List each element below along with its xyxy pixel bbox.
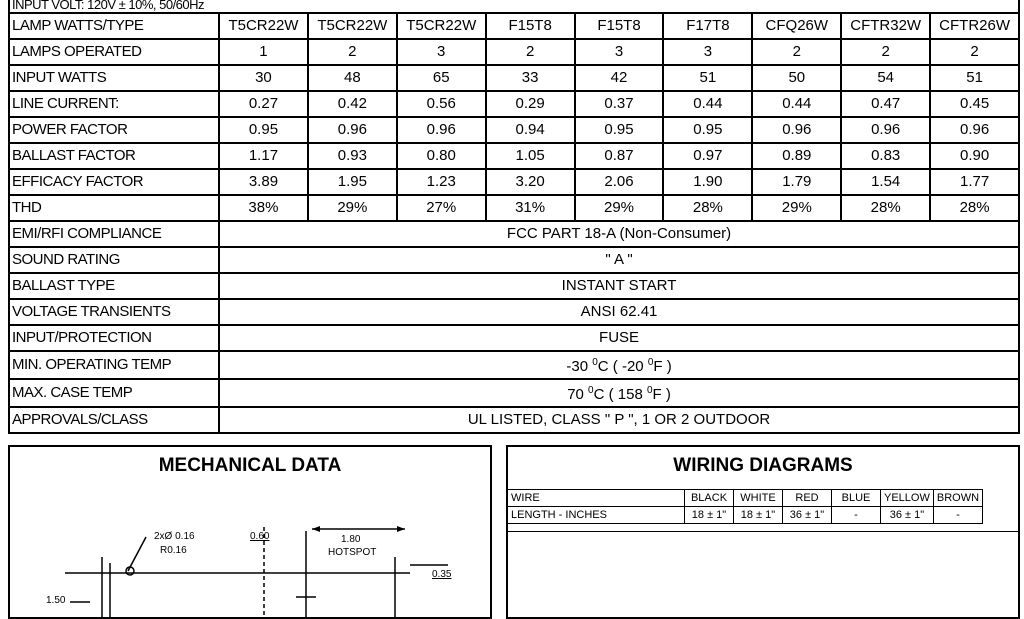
divider <box>508 531 1018 532</box>
spec-table <box>8 0 1020 434</box>
wire-color: BLACK <box>685 490 734 507</box>
spec-cell: 1.95 <box>308 169 397 195</box>
wire-length: 36 ± 1" <box>881 507 934 524</box>
spec-label: THD <box>9 195 219 221</box>
dim-060: 0.60 <box>250 531 270 542</box>
max-temp-unit: F ) <box>652 386 671 403</box>
spec-cell: 3.20 <box>486 169 575 195</box>
radius-note: R0.16 <box>160 545 187 556</box>
spec-cell: 29% <box>752 195 841 221</box>
wire-length: 18 ± 1" <box>685 507 734 524</box>
spec-cell: 29% <box>308 195 397 221</box>
spec-row <box>9 195 1019 221</box>
min-temp-value <box>219 351 1019 379</box>
spec-cell: 29% <box>575 195 664 221</box>
spec-label: INPUT WATTS <box>9 65 219 91</box>
degree-mark: 0 <box>592 357 598 368</box>
spec-cell: 0.94 <box>486 117 575 143</box>
wiring-diagrams-panel <box>506 445 1020 619</box>
spec-label: MIN. OPERATING TEMP <box>9 351 219 379</box>
spec-cell: 27% <box>397 195 486 221</box>
wire-header-label: WIRE <box>508 490 685 507</box>
spec-cell: 1.05 <box>486 143 575 169</box>
spec-label: BALLAST TYPE <box>9 273 219 299</box>
spec-merged-value: FCC PART 18-A (Non-Consumer) <box>219 221 1019 247</box>
spec-label: SOUND RATING <box>9 247 219 273</box>
spec-row <box>9 117 1019 143</box>
spec-row <box>9 65 1019 91</box>
approvals-value: UL LISTED, CLASS " P ", 1 OR 2 OUTDOOR <box>219 407 1019 433</box>
max-temp-f: C ( 158 <box>593 386 643 403</box>
dim-side: 1.50 <box>46 595 66 606</box>
spec-label: APPROVALS/CLASS <box>9 407 219 433</box>
spec-label: MAX. CASE TEMP <box>9 379 219 407</box>
spec-cell: 0.95 <box>663 117 752 143</box>
spec-cell: 2.06 <box>575 169 664 195</box>
spec-cell: F17T8 <box>663 13 752 39</box>
spec-merged-row <box>9 247 1019 273</box>
spec-cell: 1.17 <box>219 143 308 169</box>
wire-length-row <box>508 507 983 524</box>
wire-length: 36 ± 1" <box>783 507 832 524</box>
spec-merged-row <box>9 325 1019 351</box>
min-temp-f: C ( -20 <box>597 358 644 375</box>
spec-cell: 0.29 <box>486 91 575 117</box>
max-temp-c: 70 <box>567 386 584 403</box>
spec-cell: 48 <box>308 65 397 91</box>
spec-merged-value: INSTANT START <box>219 273 1019 299</box>
max-temp-value <box>219 379 1019 407</box>
spec-cell: 0.87 <box>575 143 664 169</box>
wire-color-row <box>508 490 983 507</box>
spec-cell: CFTR32W <box>841 13 930 39</box>
spec-cell: 2 <box>752 39 841 65</box>
spec-row <box>9 143 1019 169</box>
spec-cell: 28% <box>841 195 930 221</box>
wire-length: - <box>933 507 982 524</box>
min-temp-c: -30 <box>566 358 589 375</box>
spec-row <box>9 39 1019 65</box>
spec-cell: T5CR22W <box>219 13 308 39</box>
spec-cell: F15T8 <box>486 13 575 39</box>
spec-label: EFFICACY FACTOR <box>9 169 219 195</box>
spec-cell: 0.47 <box>841 91 930 117</box>
spec-label: BALLAST FACTOR <box>9 143 219 169</box>
spec-cell: 1.54 <box>841 169 930 195</box>
spec-cell: 0.95 <box>219 117 308 143</box>
hole-note: 2xØ 0.16 <box>154 531 195 542</box>
mechanical-data-panel <box>8 445 492 619</box>
spec-cell: 31% <box>486 195 575 221</box>
spec-merged-row <box>9 273 1019 299</box>
spec-cell: 2 <box>486 39 575 65</box>
spec-row <box>9 169 1019 195</box>
spec-cell: 0.42 <box>308 91 397 117</box>
spec-cell: 0.37 <box>575 91 664 117</box>
approvals-row <box>9 407 1019 433</box>
spec-cell: 0.97 <box>663 143 752 169</box>
spec-cell: CFTR26W <box>930 13 1019 39</box>
spec-cell: 3 <box>397 39 486 65</box>
wire-color: BLUE <box>832 490 881 507</box>
spec-cell: 0.80 <box>397 143 486 169</box>
spec-merged-value: ANSI 62.41 <box>219 299 1019 325</box>
spec-cell: 1.23 <box>397 169 486 195</box>
input-volt-row <box>9 0 1019 13</box>
spec-cell: 0.89 <box>752 143 841 169</box>
spec-label: VOLTAGE TRANSIENTS <box>9 299 219 325</box>
wire-table <box>508 489 983 524</box>
wire-length: 18 ± 1" <box>734 507 783 524</box>
spec-cell: 0.96 <box>397 117 486 143</box>
spec-label: EMI/RFI COMPLIANCE <box>9 221 219 247</box>
spec-label: POWER FACTOR <box>9 117 219 143</box>
wire-color: RED <box>783 490 832 507</box>
spec-merged-value: FUSE <box>219 325 1019 351</box>
max-temp-row <box>9 379 1019 407</box>
spec-cell: 0.96 <box>752 117 841 143</box>
spec-cell: 0.90 <box>930 143 1019 169</box>
spec-cell: 50 <box>752 65 841 91</box>
spec-cell: 0.96 <box>930 117 1019 143</box>
spec-cell: 0.83 <box>841 143 930 169</box>
arrow-head <box>312 526 320 532</box>
spec-cell: CFQ26W <box>752 13 841 39</box>
spec-cell: 65 <box>397 65 486 91</box>
wire-length: - <box>832 507 881 524</box>
spec-merged-value: " A " <box>219 247 1019 273</box>
degree-mark: 0 <box>646 385 653 396</box>
spec-merged-row <box>9 221 1019 247</box>
spec-cell: 0.27 <box>219 91 308 117</box>
spec-row <box>9 91 1019 117</box>
spec-cell: F15T8 <box>575 13 664 39</box>
spec-cell: 0.95 <box>575 117 664 143</box>
spec-cell: 30 <box>219 65 308 91</box>
dim-180: 1.80 <box>341 534 361 545</box>
spec-cell: 0.45 <box>930 91 1019 117</box>
input-volt-label: INPUT VOLT: 120V ± 10%, 50/60Hz <box>9 0 1019 13</box>
spec-cell: 1.90 <box>663 169 752 195</box>
spec-cell: 3 <box>575 39 664 65</box>
spec-cell: 1.77 <box>930 169 1019 195</box>
spec-cell: 2 <box>930 39 1019 65</box>
spec-cell: 54 <box>841 65 930 91</box>
wiring-diagrams-title: WIRING DIAGRAMS <box>673 455 853 476</box>
degree-mark: 0 <box>588 385 594 396</box>
hotspot-label: HOTSPOT <box>328 547 377 558</box>
arrow-head <box>397 526 405 532</box>
spec-label: INPUT/PROTECTION <box>9 325 219 351</box>
wire-length-label: LENGTH - INCHES <box>508 507 685 524</box>
spec-cell: T5CR22W <box>308 13 397 39</box>
mechanical-drawing <box>10 487 490 617</box>
min-temp-unit: F ) <box>653 358 672 375</box>
spec-cell: 33 <box>486 65 575 91</box>
dim-035: 0.35 <box>432 569 452 580</box>
spec-label: LAMPS OPERATED <box>9 39 219 65</box>
spec-cell: 0.93 <box>308 143 397 169</box>
spec-cell: 38% <box>219 195 308 221</box>
mechanical-data-title: MECHANICAL DATA <box>158 455 342 476</box>
min-temp-row <box>9 351 1019 379</box>
spec-cell: 3.89 <box>219 169 308 195</box>
wire-color: YELLOW <box>881 490 934 507</box>
spec-cell: 28% <box>930 195 1019 221</box>
spec-cell: 1.79 <box>752 169 841 195</box>
leader-line <box>128 537 146 571</box>
spec-merged-row <box>9 299 1019 325</box>
spec-cell: 0.56 <box>397 91 486 117</box>
spec-cell: 0.44 <box>663 91 752 117</box>
spec-cell: 51 <box>663 65 752 91</box>
spec-cell: 0.96 <box>308 117 397 143</box>
spec-cell: 0.44 <box>752 91 841 117</box>
wire-color: WHITE <box>734 490 783 507</box>
spec-label: LINE CURRENT: <box>9 91 219 117</box>
spec-cell: T5CR22W <box>397 13 486 39</box>
spec-cell: 42 <box>575 65 664 91</box>
spec-cell: 2 <box>308 39 397 65</box>
spec-cell: 51 <box>930 65 1019 91</box>
spec-cell: 1 <box>219 39 308 65</box>
spec-row <box>9 13 1019 39</box>
wire-color: BROWN <box>933 490 982 507</box>
spec-cell: 28% <box>663 195 752 221</box>
degree-mark: 0 <box>647 357 654 368</box>
spec-cell: 2 <box>841 39 930 65</box>
spec-cell: 0.96 <box>841 117 930 143</box>
spec-cell: 3 <box>663 39 752 65</box>
spec-label: LAMP WATTS/TYPE <box>9 13 219 39</box>
